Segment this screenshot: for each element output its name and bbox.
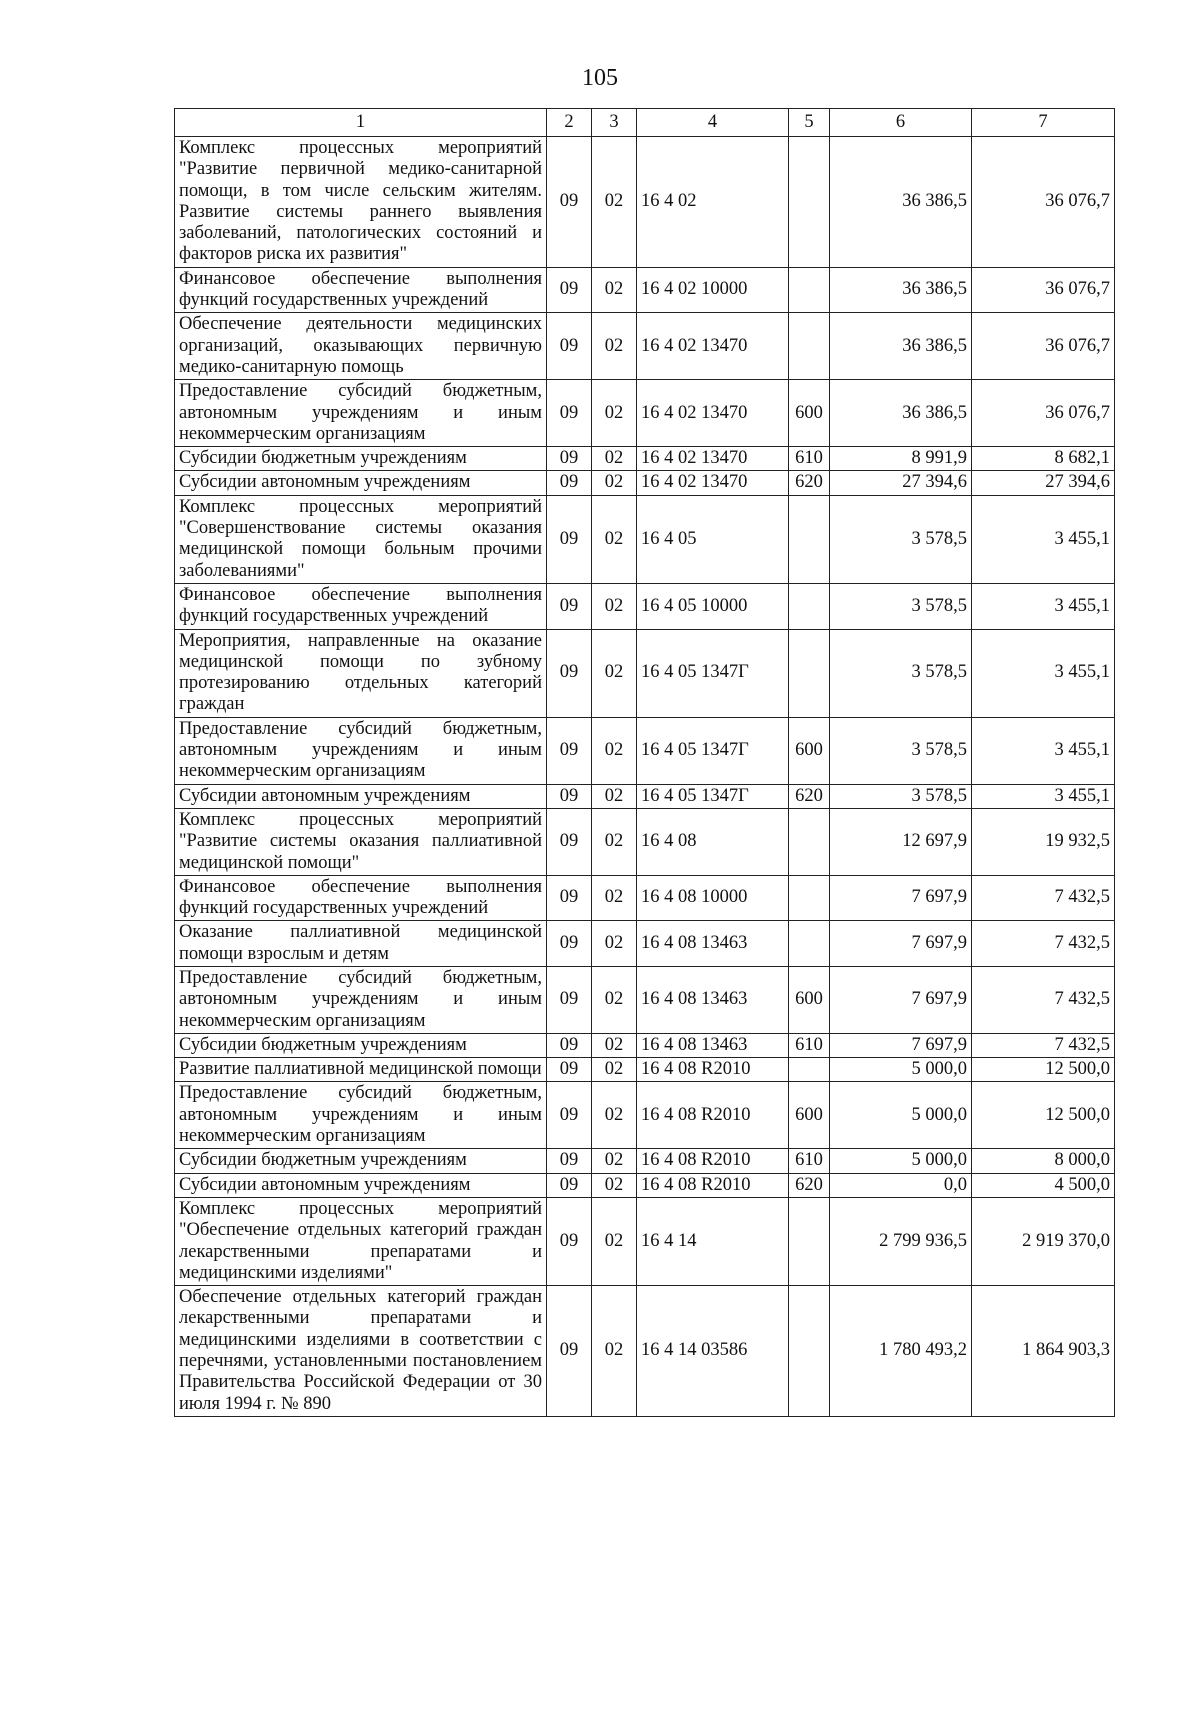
- expense-type-cell: [789, 583, 830, 629]
- expense-type-cell: [789, 808, 830, 875]
- table-row: [175, 629, 1115, 717]
- amount-year2-cell: 7 432,5: [972, 875, 1115, 921]
- target-article-cell: 16 4 02 13470: [637, 471, 789, 495]
- subsection-code-cell: 02: [592, 495, 637, 583]
- amount-year2-cell: 12 500,0: [972, 1058, 1115, 1082]
- row-name-cell: Мероприятия, направленные на оказание медицинской помощи по зубному протезированию отдельных категорий граждан: [175, 629, 547, 717]
- target-article-cell: 16 4 08: [637, 808, 789, 875]
- amount-year1-cell: 3 578,5: [830, 495, 972, 583]
- row-name-cell: Финансовое обеспечение выполнения функций государственных учреждений: [175, 583, 547, 629]
- section-code-cell: 09: [547, 784, 592, 808]
- expense-type-cell: 610: [789, 1033, 830, 1057]
- subsection-code-cell: 02: [592, 1197, 637, 1285]
- target-article-cell: 16 4 02 13470: [637, 380, 789, 447]
- row-name-cell: Комплекс процессных мероприятий "Обеспечение отдельных категорий граждан лекарственными препаратами и медицинскими изделиями": [175, 1197, 547, 1285]
- row-name-cell: Предоставление субсидий бюджетным, автономным учреждениям и иным некоммерческим организациям: [175, 966, 547, 1033]
- subsection-code-cell: 02: [592, 1058, 637, 1082]
- subsection-code-cell: 02: [592, 313, 637, 380]
- expense-type-cell: [789, 1058, 830, 1082]
- row-name-cell: Субсидии автономным учреждениям: [175, 471, 547, 495]
- amount-year1-cell: 3 578,5: [830, 629, 972, 717]
- amount-year1-cell: 36 386,5: [830, 313, 972, 380]
- target-article-cell: 16 4 02 13470: [637, 447, 789, 471]
- table-row: [175, 784, 1115, 808]
- subsection-code-cell: 02: [592, 1286, 637, 1417]
- target-article-cell: 16 4 05: [637, 495, 789, 583]
- table-row: [175, 875, 1115, 921]
- row-name-cell: Предоставление субсидий бюджетным, автономным учреждениям и иным некоммерческим организациям: [175, 717, 547, 784]
- amount-year2-cell: 36 076,7: [972, 380, 1115, 447]
- table-row: [175, 1149, 1115, 1173]
- target-article-cell: 16 4 08 R2010: [637, 1082, 789, 1149]
- expense-type-cell: 600: [789, 380, 830, 447]
- section-code-cell: 09: [547, 471, 592, 495]
- target-article-cell: 16 4 08 R2010: [637, 1149, 789, 1173]
- target-article-cell: 16 4 08 13463: [637, 1033, 789, 1057]
- amount-year1-cell: 8 991,9: [830, 447, 972, 471]
- row-name-cell: Оказание паллиативной медицинской помощи взрослым и детям: [175, 921, 547, 967]
- subsection-code-cell: 02: [592, 966, 637, 1033]
- table-row: [175, 267, 1115, 313]
- subsection-code-cell: 02: [592, 717, 637, 784]
- expense-type-cell: [789, 267, 830, 313]
- table-row: [175, 380, 1115, 447]
- expense-type-cell: [789, 875, 830, 921]
- subsection-code-cell: 02: [592, 583, 637, 629]
- amount-year2-cell: 2 919 370,0: [972, 1197, 1115, 1285]
- amount-year1-cell: 36 386,5: [830, 380, 972, 447]
- amount-year1-cell: 7 697,9: [830, 921, 972, 967]
- expense-type-cell: [789, 1197, 830, 1285]
- subsection-code-cell: 02: [592, 921, 637, 967]
- row-name-cell: Комплекс процессных мероприятий "Совершенствование системы оказания медицинской помощи больным прочими заболеваниями": [175, 495, 547, 583]
- subsection-code-cell: 02: [592, 784, 637, 808]
- expense-type-cell: 620: [789, 1173, 830, 1197]
- amount-year1-cell: 27 394,6: [830, 471, 972, 495]
- table-header-row: [175, 109, 1115, 137]
- section-code-cell: 09: [547, 380, 592, 447]
- amount-year2-cell: 3 455,1: [972, 629, 1115, 717]
- budget-table: [174, 108, 1115, 1417]
- amount-year1-cell: 3 578,5: [830, 784, 972, 808]
- target-article-cell: 16 4 08 10000: [637, 875, 789, 921]
- subsection-code-cell: 02: [592, 137, 637, 268]
- row-name-cell: Субсидии автономным учреждениям: [175, 1173, 547, 1197]
- target-article-cell: 16 4 02 10000: [637, 267, 789, 313]
- amount-year1-cell: 36 386,5: [830, 137, 972, 268]
- column-header: 6: [830, 109, 972, 137]
- row-name-cell: Комплекс процессных мероприятий "Развитие первичной медико-санитарной помощи, в том числе сельским жителям. Развитие системы раннего выявления заболеваний, патологических состояний и факторов риска их развития": [175, 137, 547, 268]
- table-row: [175, 808, 1115, 875]
- expense-type-cell: 600: [789, 966, 830, 1033]
- section-code-cell: 09: [547, 313, 592, 380]
- amount-year1-cell: 3 578,5: [830, 583, 972, 629]
- amount-year1-cell: 2 799 936,5: [830, 1197, 972, 1285]
- expense-type-cell: [789, 137, 830, 268]
- section-code-cell: 09: [547, 717, 592, 784]
- table-row: [175, 313, 1115, 380]
- amount-year2-cell: 4 500,0: [972, 1173, 1115, 1197]
- expense-type-cell: [789, 921, 830, 967]
- table-row: [175, 1173, 1115, 1197]
- table-row: [175, 966, 1115, 1033]
- expense-type-cell: [789, 313, 830, 380]
- amount-year2-cell: 8 000,0: [972, 1149, 1115, 1173]
- section-code-cell: 09: [547, 1058, 592, 1082]
- amount-year2-cell: 3 455,1: [972, 784, 1115, 808]
- subsection-code-cell: 02: [592, 1082, 637, 1149]
- amount-year1-cell: 5 000,0: [830, 1058, 972, 1082]
- expense-type-cell: 600: [789, 717, 830, 784]
- amount-year1-cell: 7 697,9: [830, 1033, 972, 1057]
- section-code-cell: 09: [547, 629, 592, 717]
- table-row: [175, 717, 1115, 784]
- section-code-cell: 09: [547, 1033, 592, 1057]
- row-name-cell: Комплекс процессных мероприятий "Развитие системы оказания паллиативной медицинской помощи": [175, 808, 547, 875]
- amount-year2-cell: 19 932,5: [972, 808, 1115, 875]
- table-row: [175, 1197, 1115, 1285]
- row-name-cell: Субсидии бюджетным учреждениям: [175, 1033, 547, 1057]
- amount-year2-cell: 7 432,5: [972, 921, 1115, 967]
- section-code-cell: 09: [547, 1286, 592, 1417]
- section-code-cell: 09: [547, 267, 592, 313]
- expense-type-cell: 620: [789, 784, 830, 808]
- section-code-cell: 09: [547, 583, 592, 629]
- section-code-cell: 09: [547, 808, 592, 875]
- target-article-cell: 16 4 14: [637, 1197, 789, 1285]
- amount-year2-cell: 36 076,7: [972, 313, 1115, 380]
- amount-year2-cell: 12 500,0: [972, 1082, 1115, 1149]
- amount-year2-cell: 3 455,1: [972, 583, 1115, 629]
- target-article-cell: 16 4 05 1347Г: [637, 717, 789, 784]
- amount-year1-cell: 36 386,5: [830, 267, 972, 313]
- table-row: [175, 1286, 1115, 1417]
- row-name-cell: Обеспечение деятельности медицинских организаций, оказывающих первичную медико-санитарную помощь: [175, 313, 547, 380]
- amount-year1-cell: 5 000,0: [830, 1149, 972, 1173]
- amount-year1-cell: 5 000,0: [830, 1082, 972, 1149]
- amount-year2-cell: 7 432,5: [972, 966, 1115, 1033]
- column-header: 2: [547, 109, 592, 137]
- section-code-cell: 09: [547, 495, 592, 583]
- row-name-cell: Развитие паллиативной медицинской помощи: [175, 1058, 547, 1082]
- table-row: [175, 921, 1115, 967]
- section-code-cell: 09: [547, 921, 592, 967]
- amount-year2-cell: 1 864 903,3: [972, 1286, 1115, 1417]
- target-article-cell: 16 4 05 1347Г: [637, 629, 789, 717]
- table-row: [175, 1058, 1115, 1082]
- expense-type-cell: [789, 1286, 830, 1417]
- row-name-cell: Субсидии бюджетным учреждениям: [175, 1149, 547, 1173]
- amount-year1-cell: 12 697,9: [830, 808, 972, 875]
- amount-year1-cell: 0,0: [830, 1173, 972, 1197]
- row-name-cell: Финансовое обеспечение выполнения функций государственных учреждений: [175, 875, 547, 921]
- subsection-code-cell: 02: [592, 447, 637, 471]
- amount-year2-cell: 3 455,1: [972, 495, 1115, 583]
- amount-year1-cell: 7 697,9: [830, 875, 972, 921]
- page-number: 105: [582, 65, 618, 91]
- section-code-cell: 09: [547, 1149, 592, 1173]
- subsection-code-cell: 02: [592, 875, 637, 921]
- target-article-cell: 16 4 08 R2010: [637, 1058, 789, 1082]
- section-code-cell: 09: [547, 1197, 592, 1285]
- amount-year2-cell: 36 076,7: [972, 137, 1115, 268]
- amount-year2-cell: 27 394,6: [972, 471, 1115, 495]
- target-article-cell: 16 4 05 10000: [637, 583, 789, 629]
- subsection-code-cell: 02: [592, 380, 637, 447]
- table-row: [175, 137, 1115, 268]
- amount-year1-cell: 1 780 493,2: [830, 1286, 972, 1417]
- target-article-cell: 16 4 02: [637, 137, 789, 268]
- expense-type-cell: [789, 629, 830, 717]
- expense-type-cell: 620: [789, 471, 830, 495]
- amount-year2-cell: 7 432,5: [972, 1033, 1115, 1057]
- subsection-code-cell: 02: [592, 1033, 637, 1057]
- amount-year1-cell: 7 697,9: [830, 966, 972, 1033]
- section-code-cell: 09: [547, 966, 592, 1033]
- row-name-cell: Обеспечение отдельных категорий граждан лекарственными препаратами и медицинскими изделиями в соответствии с перечнями, установленными постановлением Правительства Российской Федерации от 30 июля 1994 г. № 890: [175, 1286, 547, 1417]
- expense-type-cell: 610: [789, 447, 830, 471]
- row-name-cell: Предоставление субсидий бюджетным, автономным учреждениям и иным некоммерческим организациям: [175, 380, 547, 447]
- subsection-code-cell: 02: [592, 471, 637, 495]
- subsection-code-cell: 02: [592, 1149, 637, 1173]
- row-name-cell: Субсидии автономным учреждениям: [175, 784, 547, 808]
- table-row: [175, 471, 1115, 495]
- expense-type-cell: 610: [789, 1149, 830, 1173]
- column-header: 7: [972, 109, 1115, 137]
- table-row: [175, 495, 1115, 583]
- row-name-cell: Субсидии бюджетным учреждениям: [175, 447, 547, 471]
- section-code-cell: 09: [547, 137, 592, 268]
- target-article-cell: 16 4 08 R2010: [637, 1173, 789, 1197]
- expense-type-cell: [789, 495, 830, 583]
- table-row: [175, 1082, 1115, 1149]
- target-article-cell: 16 4 14 03586: [637, 1286, 789, 1417]
- amount-year2-cell: 36 076,7: [972, 267, 1115, 313]
- row-name-cell: Финансовое обеспечение выполнения функций государственных учреждений: [175, 267, 547, 313]
- row-name-cell: Предоставление субсидий бюджетным, автономным учреждениям и иным некоммерческим организациям: [175, 1082, 547, 1149]
- table-row: [175, 1033, 1115, 1057]
- section-code-cell: 09: [547, 1082, 592, 1149]
- column-header: 1: [175, 109, 547, 137]
- table-body: [175, 137, 1115, 1417]
- subsection-code-cell: 02: [592, 1173, 637, 1197]
- target-article-cell: 16 4 02 13470: [637, 313, 789, 380]
- amount-year2-cell: 3 455,1: [972, 717, 1115, 784]
- expense-type-cell: 600: [789, 1082, 830, 1149]
- amount-year2-cell: 8 682,1: [972, 447, 1115, 471]
- section-code-cell: 09: [547, 875, 592, 921]
- section-code-cell: 09: [547, 1173, 592, 1197]
- subsection-code-cell: 02: [592, 267, 637, 313]
- column-header: 5: [789, 109, 830, 137]
- section-code-cell: 09: [547, 447, 592, 471]
- target-article-cell: 16 4 05 1347Г: [637, 784, 789, 808]
- amount-year1-cell: 3 578,5: [830, 717, 972, 784]
- subsection-code-cell: 02: [592, 808, 637, 875]
- table-row: [175, 583, 1115, 629]
- table-row: [175, 447, 1115, 471]
- subsection-code-cell: 02: [592, 629, 637, 717]
- column-header: 3: [592, 109, 637, 137]
- column-header: 4: [637, 109, 789, 137]
- target-article-cell: 16 4 08 13463: [637, 921, 789, 967]
- target-article-cell: 16 4 08 13463: [637, 966, 789, 1033]
